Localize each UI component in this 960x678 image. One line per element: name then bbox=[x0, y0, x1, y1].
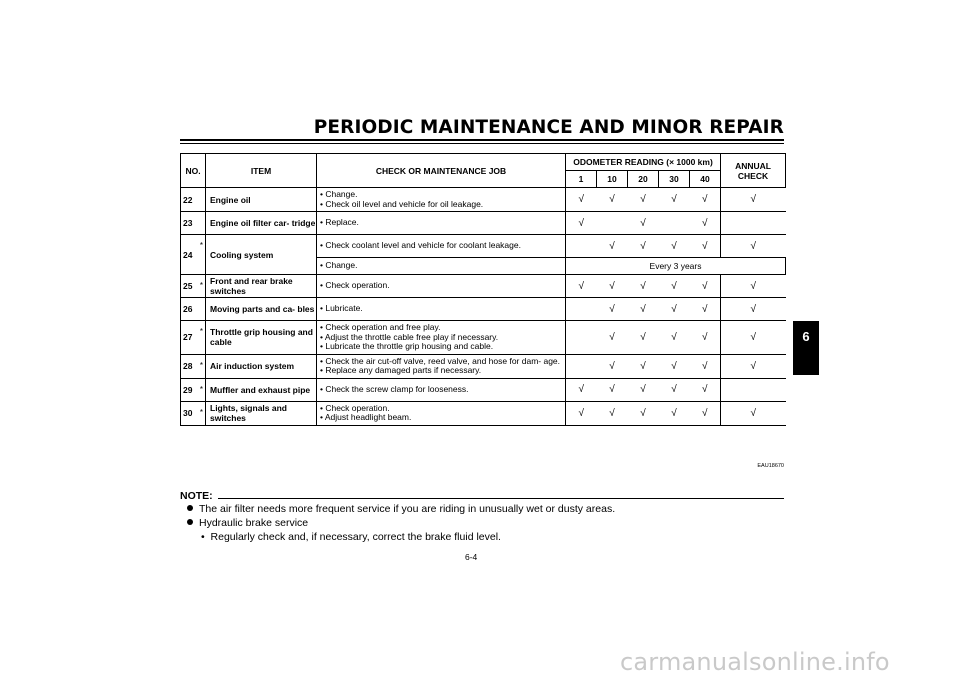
odometer-check: √ bbox=[690, 298, 721, 321]
odometer-check: √ bbox=[690, 188, 721, 212]
odometer-check: √ bbox=[690, 354, 721, 378]
odometer-check: √ bbox=[690, 321, 721, 355]
page-title: PERIODIC MAINTENANCE AND MINOR REPAIR bbox=[313, 117, 784, 138]
odometer-check: √ bbox=[628, 401, 659, 425]
job-line: • Check operation. bbox=[320, 280, 390, 291]
odometer-check bbox=[566, 298, 597, 321]
table-row bbox=[181, 188, 786, 212]
item-name: Throttle grip housing and cable bbox=[206, 321, 317, 355]
odometer-check: √ bbox=[597, 275, 628, 298]
odometer-check: √ bbox=[659, 235, 690, 258]
odometer-check: √ bbox=[566, 188, 597, 212]
row-number: 30 * bbox=[181, 401, 206, 425]
odometer-check: √ bbox=[628, 378, 659, 401]
item-name: Air induction system bbox=[206, 354, 317, 378]
note-sub-bullet: • Regularly check and, if necessary, correct the brake fluid level. bbox=[201, 531, 501, 543]
odometer-check: √ bbox=[659, 298, 690, 321]
odometer-check: √ bbox=[690, 275, 721, 298]
odometer-check: √ bbox=[659, 354, 690, 378]
table-row bbox=[181, 235, 786, 258]
bullet-dot bbox=[187, 505, 193, 511]
table-row bbox=[181, 275, 786, 298]
row-number: 22 bbox=[181, 188, 206, 212]
job-line: • Check operation and free play. bbox=[320, 322, 441, 332]
odometer-check: √ bbox=[628, 298, 659, 321]
header-odometer: ODOMETER READING (× 1000 km) bbox=[566, 154, 721, 171]
item-name: Engine oil filter car- tridge bbox=[206, 212, 317, 235]
row-number: 28 * bbox=[181, 354, 206, 378]
row-number: 26 bbox=[181, 298, 206, 321]
title-rule-thick bbox=[180, 139, 784, 141]
row-number: 24 * bbox=[181, 235, 206, 275]
header-item: ITEM bbox=[206, 154, 317, 188]
bullet-dot bbox=[187, 519, 193, 525]
job-line: • Adjust headlight beam. bbox=[320, 412, 412, 422]
maintenance-job bbox=[317, 321, 566, 355]
job-line: • Check operation. bbox=[320, 402, 390, 413]
maintenance-job bbox=[317, 378, 566, 401]
watermark[interactable]: carmanualsonline.info bbox=[620, 648, 890, 676]
odometer-check: √ bbox=[690, 212, 721, 235]
odometer-check: √ bbox=[690, 378, 721, 401]
maintenance-job bbox=[317, 235, 566, 258]
row-number: 25 * bbox=[181, 275, 206, 298]
header-job: CHECK OR MAINTENANCE JOB bbox=[317, 154, 566, 188]
annual-check: √ bbox=[721, 354, 786, 378]
header-km: 1 bbox=[566, 171, 597, 188]
odometer-check: √ bbox=[659, 401, 690, 425]
odometer-check: √ bbox=[659, 378, 690, 401]
maintenance-job bbox=[317, 188, 566, 212]
note-label: NOTE: bbox=[180, 490, 213, 502]
odometer-check: √ bbox=[628, 321, 659, 355]
note-rule bbox=[218, 498, 784, 499]
item-name: Front and rear brake switches bbox=[206, 275, 317, 298]
header-km: 40 bbox=[690, 171, 721, 188]
odometer-check bbox=[566, 354, 597, 378]
odometer-check: √ bbox=[628, 275, 659, 298]
header-km: 10 bbox=[597, 171, 628, 188]
table-row bbox=[181, 212, 786, 235]
odometer-check: √ bbox=[597, 401, 628, 425]
job-line: • Replace any damaged parts if necessary. bbox=[320, 365, 482, 375]
odometer-check: √ bbox=[566, 212, 597, 235]
odometer-check: √ bbox=[597, 235, 628, 258]
odometer-check: √ bbox=[659, 321, 690, 355]
table-row bbox=[181, 401, 786, 425]
row-number: 27 * bbox=[181, 321, 206, 355]
job-line: • Check the air cut-off valve, reed valve, and hose for dam- age. bbox=[320, 355, 561, 366]
odometer-check: √ bbox=[597, 354, 628, 378]
annual-check: √ bbox=[721, 401, 786, 425]
row-number: 29 * bbox=[181, 378, 206, 401]
table-row bbox=[181, 298, 786, 321]
job-line: • Lubricate. bbox=[320, 303, 363, 314]
odometer-check: √ bbox=[659, 275, 690, 298]
odometer-check: √ bbox=[690, 235, 721, 258]
maintenance-job bbox=[317, 212, 566, 235]
item-name: Cooling system bbox=[206, 235, 317, 275]
table-row bbox=[181, 321, 786, 355]
maintenance-job bbox=[317, 258, 566, 275]
odometer-check: √ bbox=[690, 401, 721, 425]
annual-check: √ bbox=[721, 321, 786, 355]
job-line: • Check coolant level and vehicle for coolant leakage. bbox=[320, 240, 521, 251]
odometer-check: √ bbox=[566, 275, 597, 298]
maintenance-job bbox=[317, 275, 566, 298]
job-line: • Lubricate the throttle grip housing and cable. bbox=[320, 341, 494, 351]
page-number: 6-4 bbox=[465, 552, 478, 562]
item-name: Engine oil bbox=[206, 188, 317, 212]
odometer-check bbox=[659, 212, 690, 235]
interval-span: Every 3 years bbox=[566, 258, 786, 275]
job-line: • Adjust the throttle cable free play if necessary. bbox=[320, 331, 499, 342]
item-name: Muffler and exhaust pipe bbox=[206, 378, 317, 401]
odometer-check: √ bbox=[597, 321, 628, 355]
odometer-check: √ bbox=[597, 378, 628, 401]
note-bullet-1: The air filter needs more frequent service if you are riding in unusually wet or dusty areas. bbox=[187, 503, 615, 515]
annual-check: √ bbox=[721, 298, 786, 321]
odometer-check: √ bbox=[597, 298, 628, 321]
odometer-check: √ bbox=[628, 354, 659, 378]
job-line: • Check the screw clamp for looseness. bbox=[320, 383, 469, 394]
annual-check: √ bbox=[721, 188, 786, 212]
header-km: 30 bbox=[659, 171, 690, 188]
reference-code: EAU18670 bbox=[757, 463, 784, 469]
annual-check bbox=[721, 378, 786, 401]
odometer-check: √ bbox=[566, 378, 597, 401]
annual-check: √ bbox=[721, 235, 786, 258]
annual-check: √ bbox=[721, 275, 786, 298]
chapter-tab[interactable]: 6 bbox=[793, 321, 819, 375]
maintenance-job bbox=[317, 298, 566, 321]
header-annual: ANNUAL CHECK bbox=[721, 154, 786, 188]
odometer-check: √ bbox=[628, 212, 659, 235]
maintenance-job bbox=[317, 401, 566, 425]
maintenance-table bbox=[180, 153, 786, 426]
odometer-check: √ bbox=[566, 401, 597, 425]
odometer-check: √ bbox=[628, 188, 659, 212]
odometer-check: √ bbox=[659, 188, 690, 212]
job-line: • Change. bbox=[320, 260, 358, 271]
odometer-check bbox=[566, 321, 597, 355]
job-line: • Replace. bbox=[320, 217, 359, 228]
annual-check bbox=[721, 212, 786, 235]
job-line: • Check oil level and vehicle for oil leakage. bbox=[320, 198, 484, 209]
job-line: • Change. bbox=[320, 189, 358, 199]
header-no: NO. bbox=[181, 154, 206, 188]
maintenance-job bbox=[317, 354, 566, 378]
header-km: 20 bbox=[628, 171, 659, 188]
odometer-check bbox=[597, 212, 628, 235]
row-number: 23 bbox=[181, 212, 206, 235]
table-row bbox=[181, 378, 786, 401]
title-rule-thin bbox=[180, 143, 784, 144]
odometer-check: √ bbox=[628, 235, 659, 258]
table-row bbox=[181, 354, 786, 378]
item-name: Moving parts and ca- bles bbox=[206, 298, 317, 321]
item-name: Lights, signals and switches bbox=[206, 401, 317, 425]
note-bullet-2: Hydraulic brake service bbox=[187, 517, 308, 529]
odometer-check: √ bbox=[597, 188, 628, 212]
odometer-check bbox=[566, 235, 597, 258]
